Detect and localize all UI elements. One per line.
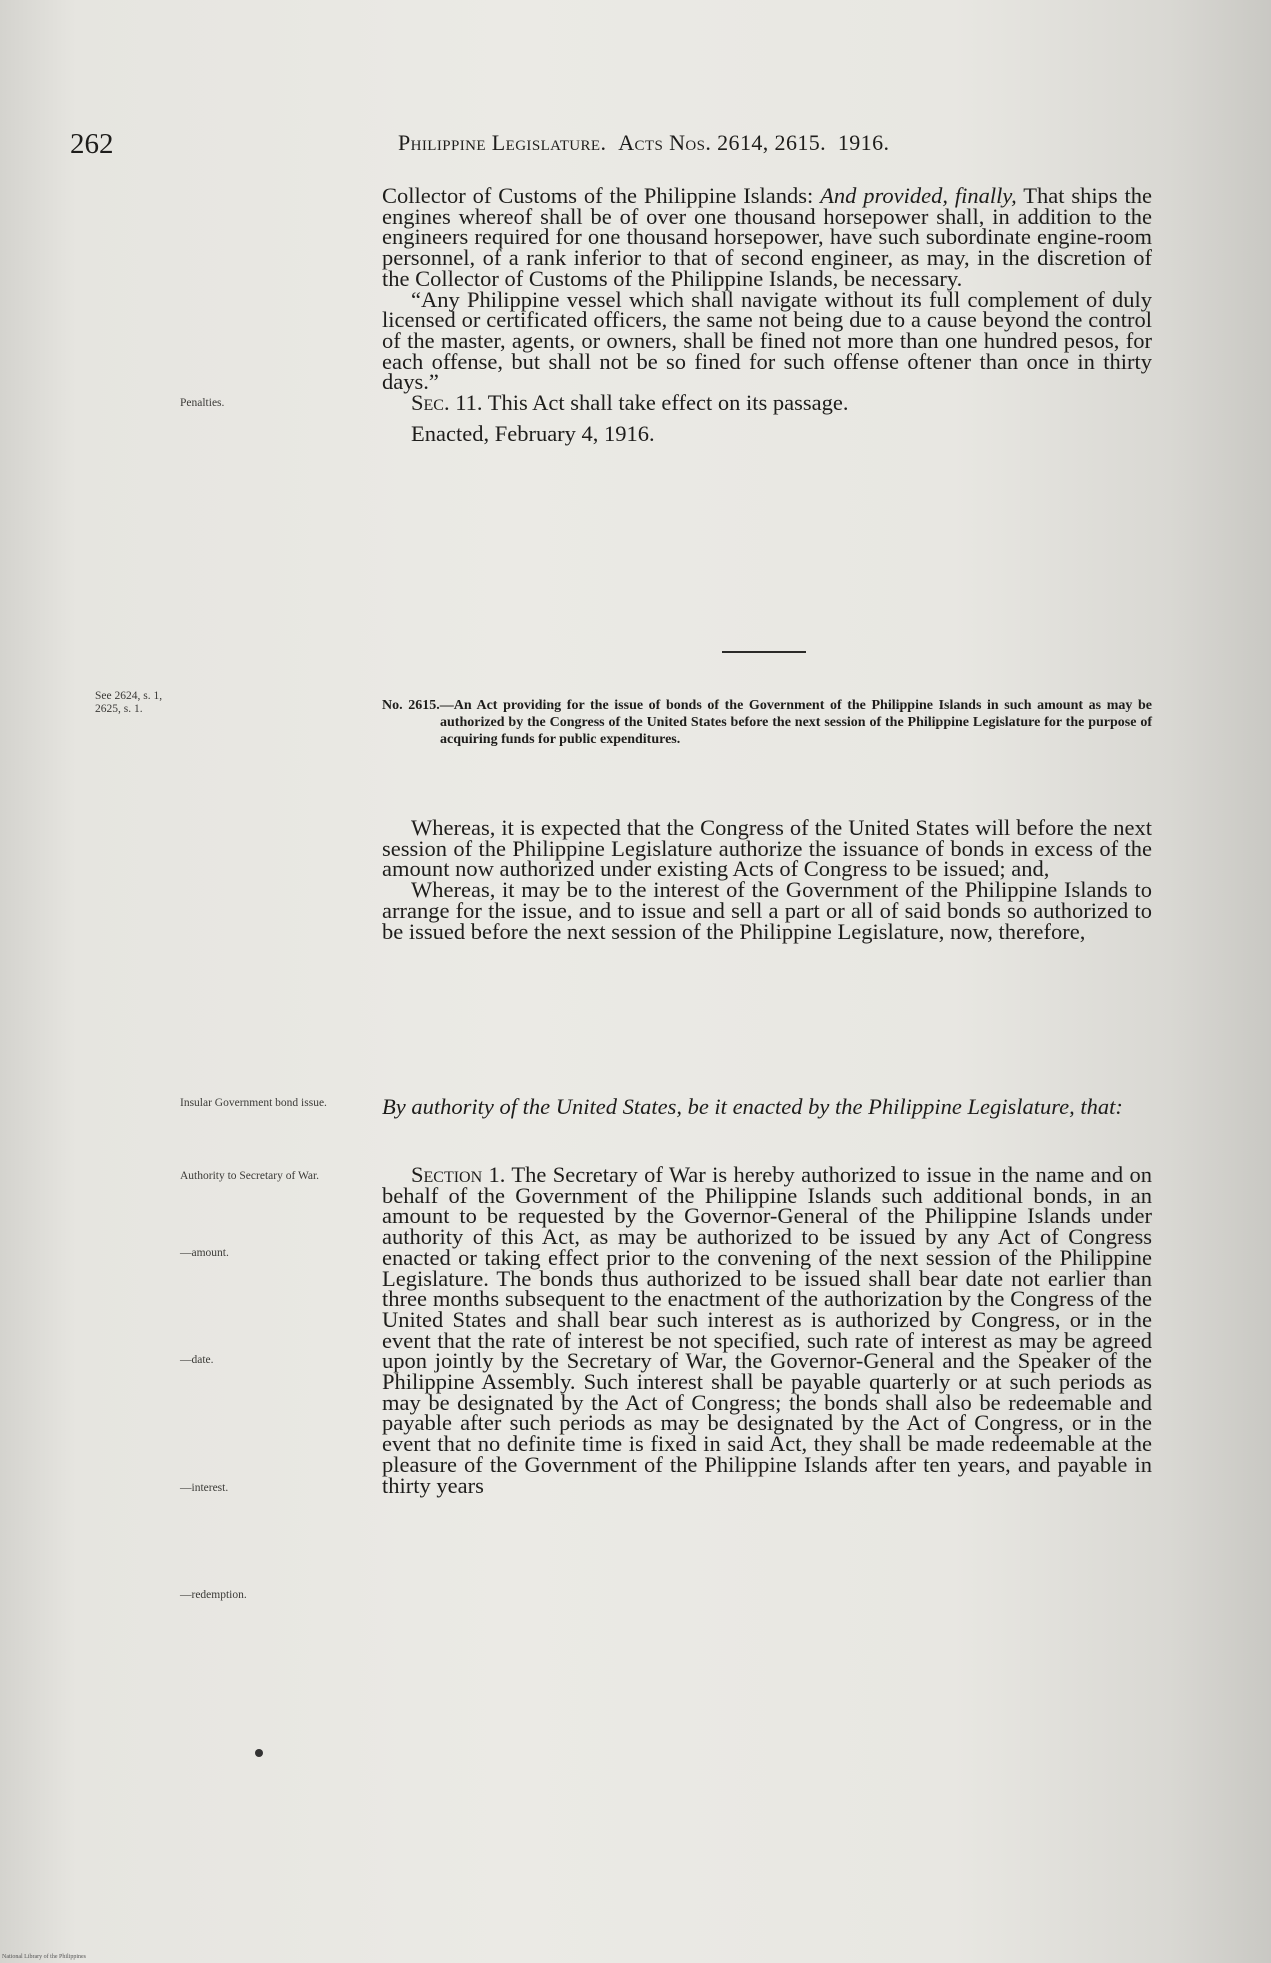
section-1	[382, 1162, 1153, 1498]
margin-note-insular: Insular Government bond issue.	[180, 1097, 327, 1109]
enacted-date: Enacted, February 4, 1916.	[411, 420, 655, 446]
footer-credit: National Library of the Philippines	[2, 1954, 86, 1960]
continuation-italic: And provided, finally,	[820, 183, 1017, 208]
act-2615-summary	[382, 697, 1152, 748]
margin-note-interest: —interest.	[180, 1482, 229, 1494]
page-number: 262	[70, 128, 114, 160]
section-1-text: The Secretary of War is hereby authorized to issue in the name and on behalf of the Government of the Philippine Islands such additional bonds, in an amount to be requested by the Governor-General of the Philippine Islands under authority of this Act, as may be authorized to be issued by any Act of Congress enacted or taking effect prior to the convening of the next session of the Philippine Legislature. The bonds thus authorized to be issued shall bear date not earlier than three months subsequent to the enactment of the authorization by the Congress of the United States and shall bear such interest as is authorized by Congress, or in the event that the rate of interest be not specified, such rate of interest as may be agreed upon jointly by the Secretary of War, the Governor-General and the Speaker of the Philippine Assembly. Such interest shall be payable quarterly or at such periods as may be designated by the Act of Congress; the bonds shall also be redeemable and payable after such periods as may be designated by the Act of Congress, or in the event that no definite time is fixed in said Act, they shall be made redeemable at the pleasure of the Government of the Philippine Islands after ten years, and payable in thirty years	[382, 1162, 1153, 1498]
whereas-1: Whereas, it is expected that the Congress of the United States will before the next session of the Philippine Legislature authorize the issuance of bonds in excess of the amount now authorized under existing Acts of Congress to be issued; and,	[382, 815, 1152, 882]
whereas-clauses	[382, 815, 1152, 944]
continuation-paragraph: Collector of Customs of the Philippine Islands: And provided, finally, That ships the engines whereof shall be of over one thousand horsepower shall, in addition to the engineers required for one thousand horsepower, have such subordinate engine-room personnel, of a rank inferior to that of second engineer, as may, in the discretion of the Collector of Customs of the Philippine Islands, be necessary.	[382, 183, 1152, 291]
margin-note-date: —date.	[180, 1354, 214, 1366]
margin-note-redemption: —redemption.	[180, 1589, 247, 1601]
act-number: No. 2615.	[382, 698, 440, 713]
section-divider	[722, 651, 806, 653]
running-head-year: 1916.	[837, 130, 890, 155]
penalties-paragraph: “Any Philippine vessel which shall navigate without its full complement of duly licensed or certificated officers, the same not being due to a cause beyond the control of the master, agents, or owners, shall be fined not more than one hundred pesos, for each offense, but shall not be so fined for such offense oftener than once in thirty days.”	[382, 286, 1152, 395]
running-head-title: Philippine Legislature.	[398, 130, 607, 155]
section-11-label: Sec. 11.	[411, 390, 483, 416]
act-2614-text	[382, 183, 1152, 446]
enacting-clause: By authority of the United States, be it enacted by the Philippine Legislature, that:	[382, 1094, 1123, 1119]
whereas-2: Whereas, it may be to the interest of the Government of the Philippine Islands to arrange for the issue, and to issue and sell a part or all of said bonds so authorized to be issued before the next session of the Philippine Legislature, now, therefore,	[382, 877, 1152, 944]
running-head	[398, 130, 889, 156]
act-summary-text: —An Act providing for the issue of bonds of the Government of the Philippine Islands in such amount as may be authorized by the Congress of the United States before the next session of the Philippine Legislature for the purpose of acquiring funds for public expenditures.	[439, 698, 1152, 747]
section-1-label: Section 1.	[411, 1162, 506, 1187]
margin-note-penalties: Penalties.	[180, 397, 225, 409]
margin-note-authority: Authority to Secretary of War.	[180, 1170, 320, 1182]
running-head-acts: Acts Nos. 2614, 2615.	[618, 130, 827, 155]
margin-note-amount: —amount.	[180, 1247, 229, 1259]
margin-note-see: See 2624, s. 1, 2625, s. 1.	[95, 690, 163, 715]
section-11	[382, 390, 1152, 416]
ink-speck	[255, 1749, 263, 1757]
section-1-paragraph	[382, 1162, 1153, 1498]
section-11-text: This Act shall take effect on its passage.	[487, 390, 849, 416]
